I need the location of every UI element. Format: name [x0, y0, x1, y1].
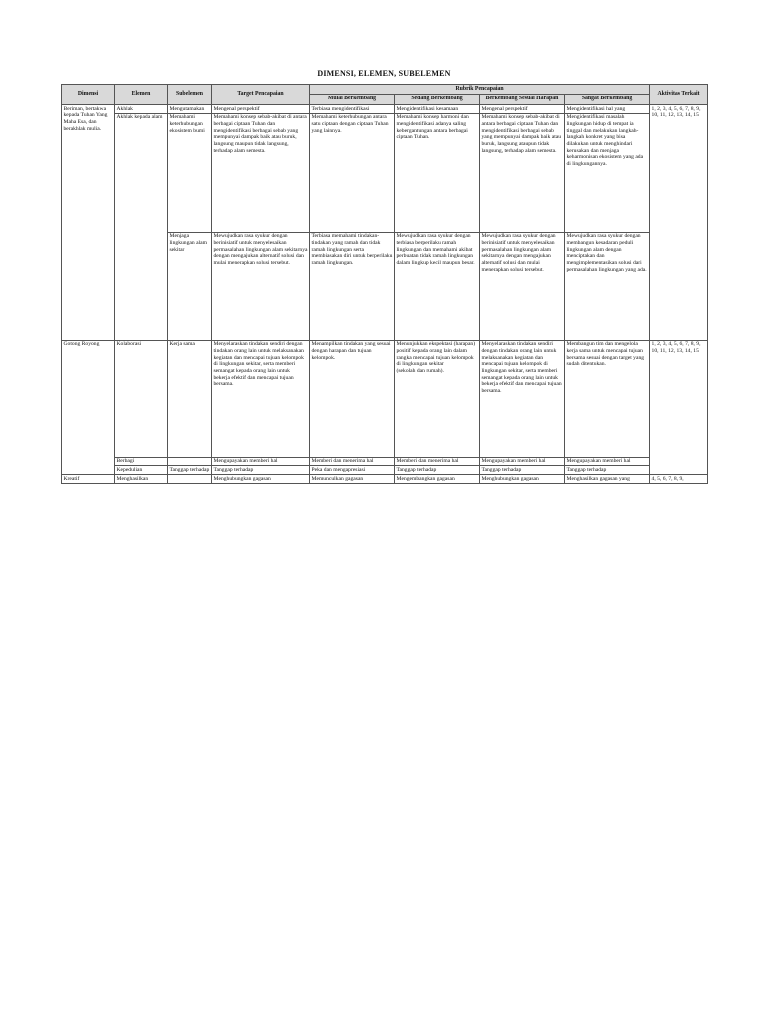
header-sedang-berkembang-text: Sedang Berkembang	[411, 96, 463, 101]
cell-target: Mengupayakan memberi hal	[212, 457, 310, 466]
cell-elemen: Kolaborasi	[115, 340, 168, 457]
header-sangat-berkembang-text: Sangat Berkembang	[581, 96, 633, 101]
cell-sedang-berkembang: Tanggap terhadap	[395, 466, 480, 475]
cell-subelemen	[168, 457, 212, 466]
header-sedang-berkembang	[395, 95, 480, 105]
cell-berkembang-sesuai-harapan: Mewujudkan rasa syukur dengan berinisiatif untuk menyelesaikan permasalahan lingkungan alam sekitarnya dengan mengajukan alternatif solusi dan mulai menerapkan solusi tersebut.	[480, 232, 565, 340]
cell-mulai-berkembang: Terbiasa mengidentifikasi	[310, 105, 395, 114]
cell-berkembang-sesuai-harapan: Menyelaraskan tindakan sendiri dengan tindakan orang lain untuk melaksanakan kegiatan dan mencapai tujuan kelompok di lingkungan sekitar, serta memberi semangat kepada orang lain untuk bekerja efektif dan mencapai tujuan bersama.	[480, 340, 565, 457]
cell-mulai-berkembang: Memunculkan gagasan	[310, 475, 395, 484]
rubric-table	[61, 84, 708, 484]
cell-mulai-berkembang: Menampilkan tindakan yang sesuai dengan harapan dan tujuan kelompok.	[310, 340, 395, 457]
cell-target: Mengenal perspektif	[212, 105, 310, 114]
cell-sangat-berkembang: Mewujudkan rasa syukur dengan membangun kesadaran peduli lingkungan alam dengan menciptakan dan mengimplementasikan solusi dari permasalahan lingkungan yang ada.	[565, 232, 650, 340]
table-row	[62, 113, 708, 232]
cell-sedang-berkembang: Memberi dan menerima hal	[395, 457, 480, 466]
header-dimensi: Dimensi	[62, 85, 115, 105]
cell-aktivitas: 1, 2, 3, 4, 5, 6, 7, 8, 9, 10, 11, 12, 13, 14, 15	[650, 105, 708, 341]
cell-sedang-berkembang: Mewujudkan rasa syukur dengan terbiasa berperilaku ramah lingkungan dan memahami akibat perbuatan tidak ramah lingkungan dalam lingkup kecil maupun besar.	[395, 232, 480, 340]
table-row	[62, 457, 708, 466]
cell-sedang-berkembang: Mengembangkan gagasan	[395, 475, 480, 484]
header-subelemen: Subelemen	[168, 85, 212, 105]
table-row	[62, 466, 708, 475]
cell-subelemen: Memahami keterhubungan ekosistem bumi	[168, 113, 212, 232]
cell-mulai-berkembang: Memberi dan menerima hal	[310, 457, 395, 466]
header-sangat-berkembang	[565, 95, 650, 105]
table-row	[62, 340, 708, 457]
cell-subelemen	[168, 475, 212, 484]
header-elemen: Elemen	[115, 85, 168, 105]
cell-target: Tanggap terhadap	[212, 466, 310, 475]
cell-subelemen: Mengutamakan	[168, 105, 212, 114]
cell-elemen: Berbagi	[115, 457, 168, 466]
header-aktivitas-terkait: Aktivitas Terkait	[650, 85, 708, 105]
header-rubrik-pencapaian: Rubrik Pencapaian	[310, 85, 650, 95]
cell-dimensi: Kreatif	[62, 475, 115, 484]
table-row	[62, 475, 708, 484]
cell-mulai-berkembang: Peka dan mengapresiasi	[310, 466, 395, 475]
cell-sangat-berkembang: Menghasilkan gagasan yang	[565, 475, 650, 484]
header-target-pencapaian: Target Pencapaian	[212, 85, 310, 105]
cell-target: Mewujudkan rasa syukur dengan berinisiatif untuk menyelesaikan permasalahan lingkungan alam sekitarnya dengan mengajukan alternatif solusi dan mulai menerapkan solusi tersebut.	[212, 232, 310, 340]
cell-sangat-berkembang: Mengidentifikasi hal yang	[565, 105, 650, 114]
cell-target: Memahami konsep sebab-akibat di antara berbagai ciptaan Tuhan dan mengidentifikasi berbagai sebab yang mempunyai dampak baik atau buruk, langsung maupun tidak langsung, terhadap alam semesta.	[212, 113, 310, 232]
cell-subelemen: Tanggap terhadap	[168, 466, 212, 475]
cell-elemen: Akhlak kepada alam	[115, 113, 168, 340]
cell-mulai-berkembang: Memahami keterhubungan antara satu ciptaan dengan ciptaan Tuhan yang lainnya.	[310, 113, 395, 232]
header-mulai-berkembang-text: Mulai Berkembang	[327, 96, 377, 101]
cell-elemen: Menghasilkan	[115, 475, 168, 484]
cell-target: Menyelaraskan tindakan sendiri dengan tindakan orang lain untuk melaksanakan kegiatan dan mencapai tujuan kelompok di lingkungan sekitar, serta memberi semangat kepada orang lain untuk bekerja efektif dan mencapai tujuan bersama.	[212, 340, 310, 457]
cell-berkembang-sesuai-harapan: Mengenal perspektif	[480, 105, 565, 114]
cell-sangat-berkembang: Mengupayakan memberi hal	[565, 457, 650, 466]
cell-subelemen: Menjaga lingkungan alam sekitar	[168, 232, 212, 340]
cell-subelemen: Kerja sama	[168, 340, 212, 457]
cell-elemen: Akhlak	[115, 105, 168, 114]
header-berkembang-sesuai-harapan	[480, 95, 565, 105]
header-mulai-berkembang	[310, 95, 395, 105]
cell-sangat-berkembang: Membangun tim dan mengelola kerja sama untuk mencapai tujuan bersama sesuai dengan target yang sudah ditentukan.	[565, 340, 650, 457]
cell-sedang-berkembang: Mengidentifikasi kesamaan	[395, 105, 480, 114]
cell-mulai-berkembang: Terbiasa memahami tindakan-tindakan yang ramah dan tidak ramah lingkungan serta membiasakan diri untuk berperilaku ramah lingkungan.	[310, 232, 395, 340]
header-berkembang-sesuai-harapan-text: Berkembang Sesuai Harapan	[485, 96, 559, 101]
cell-sangat-berkembang: Mengidentifikasi masalah lingkungan hidup di tempat ia tinggal dan melakukan langkah-langkah konkret yang bisa dilakukan untuk menghindari kerusakan dan menjaga keharmonisan ekosistem yang ada di lingkungannya.	[565, 113, 650, 232]
cell-aktivitas: 4, 5, 6, 7, 8, 9,	[650, 475, 708, 484]
cell-target: Menghubungkan gagasan	[212, 475, 310, 484]
cell-berkembang-sesuai-harapan: Tanggap terhadap	[480, 466, 565, 475]
table-row	[62, 105, 708, 114]
cell-dimensi: Gotong Royong	[62, 340, 115, 474]
cell-berkembang-sesuai-harapan: Mengupayakan memberi hal	[480, 457, 565, 466]
cell-dimensi: Beriman, bertakwa kepada Tuhan Yang Maha Esa, dan berakhlak mulia.	[62, 105, 115, 341]
cell-sangat-berkembang: Tanggap terhadap	[565, 466, 650, 475]
cell-aktivitas: 1, 2, 3, 4, 5, 6, 7, 8, 9, 10, 11, 12, 13, 14, 15	[650, 340, 708, 474]
cell-sedang-berkembang: Menunjukkan ekspektasi (harapan) positif kepada orang lain dalam rangka mencapai tujuan kelompok di lingkungan sekitar (sekolah dan rumah).	[395, 340, 480, 457]
document-title: DIMENSI, ELEMEN, SUBELEMEN	[317, 69, 451, 78]
cell-elemen: Kepedulian	[115, 466, 168, 475]
cell-sedang-berkembang: Memahami konsep harmoni dan mengidentifikasi adanya saling kebergantungan antara berbagai ciptaan Tuhan.	[395, 113, 480, 232]
cell-berkembang-sesuai-harapan: Menghubungkan gagasan	[480, 475, 565, 484]
cell-berkembang-sesuai-harapan: Memahami konsep sebab-akibat di antara berbagai ciptaan Tuhan dan mengidentifikasi berbagai sebab yang mempunyai dampak baik atau buruk, langsung ataupun tidak langsung, terhadap alam semesta.	[480, 113, 565, 232]
